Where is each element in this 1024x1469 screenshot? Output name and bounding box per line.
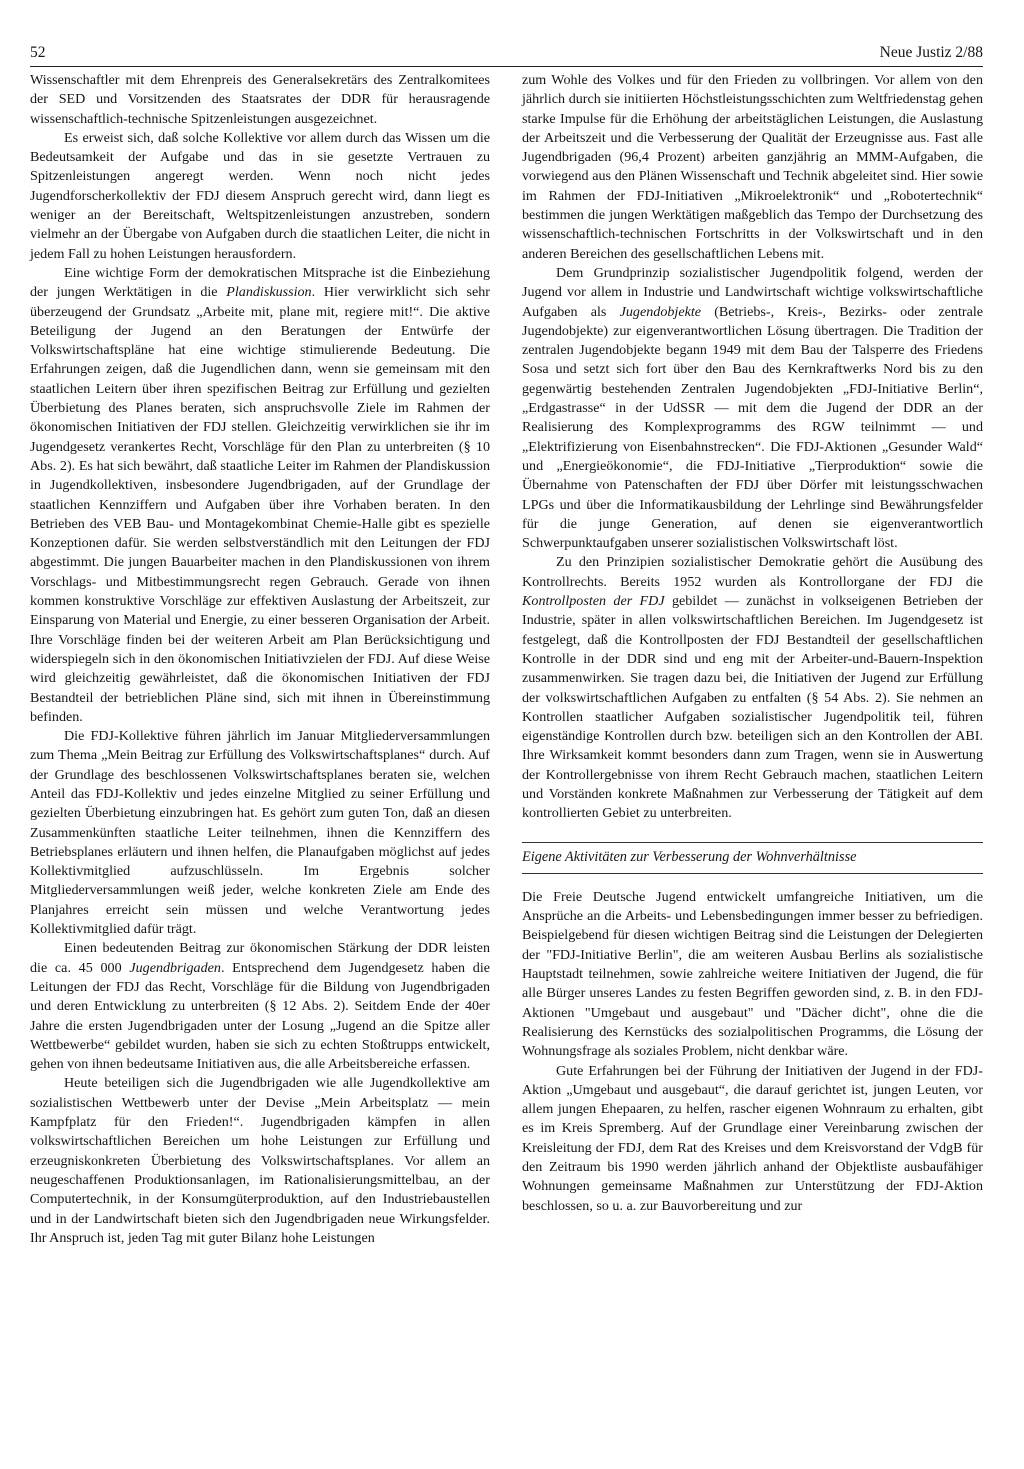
left-column	[30, 71, 490, 1248]
page-header	[30, 44, 983, 68]
emphasis: Jugendobjekte	[619, 303, 702, 320]
paragraph: Es erweist sich, daß solche Kollektive vor allem durch das Wissen um die Bedeutsamkeit der Aufgabe und das in sie gesetzte Vertrauen zu Spitzenleistungen angeregt werden. Wenn noch nicht jedes Jugendforscherkollektiv der FDJ diesem Anspruch gerecht wird, dann liegt es weniger an der Bereitschaft, Weltspitzenleistungen anzustreben, sondern vielmehr an der Übergabe von Aufgaben durch die staatlichen Leiter, die nicht in jedem Fall zu hohen Leistungen herausfordern.	[30, 129, 490, 262]
section-heading: Eigene Aktivitäten zur Verbesserung der Wohnverhältnisse	[522, 842, 983, 874]
journal-title: Neue Justiz 2/88	[879, 44, 983, 61]
emphasis: Kontrollposten der FDJ	[522, 593, 665, 610]
header-rule	[30, 66, 983, 67]
emphasis: Jugendbrigaden	[129, 959, 221, 976]
paragraph: Dem Grundprinzip sozialistischer Jugendpolitik folgend, werden der Jugend vor allem in Industrie und Landwirtschaft wichtige volkswirtschaftliche Aufgaben als Jugendobjekte (Betriebs-, Kreis-, Bezirks- oder zentrale Jugendobjekte) zur eigenverantwortlichen Lösung übertragen. Die Tradition der zentralen Jugendobjekte begann 1949 mit dem Bau der Talsperre des Friedens Sosa und setzt sich fort über den Bau des Kernkraftwerks Nord bis zu den gegenwärtig bestehenden Zentralen Jugendobjekten „FDJ-Initiative Berlin“, „Erdgastrasse“ in der UdSSR — mit dem die Jugend der DDR an der Realisierung des Komplexprogramms des RGW teilnimmt — und „Elektrifizierung von Eisenbahnstrecken“. Die FDJ-Aktionen „Gesunder Wald“ und „Energieökonomie“, die FDJ-Initiative „Tierproduktion“ sowie die Übernahme von Patenschaften der FDJ über Dörfer mit leistungsschwachen LPGs und über die Informatikausbildung der Lehrlinge sind Bewährungsfelder für die junge Generation, auf denen sie eigenverantwortlich Schwerpunktaufgaben unserer sozialistischen Volkswirtschaft löst.	[522, 264, 983, 552]
right-column	[522, 71, 983, 1216]
paragraph: Die Freie Deutsche Jugend entwickelt umfangreiche Initiativen, um die Ansprüche an die Arbeits- und Lebensbedingungen immer besser zu befriedigen. Beispielgebend für diesen wichtigen Beitrag sind die Leistungen der Delegierten der "FDJ-Initiative Berlin", die am weiteren Ausbau Berlins als sozialistische Hauptstadt teilnehmen, sowie zahlreiche weitere Initiativen der Jugend, die für alle Bürger unseres Landes zu festen Begriffen geworden sind, z. B. in den FDJ-Aktionen "Umgebaut und ausgebaut" und "Dächer dicht", ohne die die Realisierung des Kernstücks des sozialpolitischen Programms, die Lösung der Wohnungsfrage als soziales Problem, nicht denkbar wäre.	[522, 888, 983, 1060]
paragraph: Zu den Prinzipien sozialistischer Demokratie gehört die Ausübung des Kontrollrechts. Bereits 1952 wurden als Kontrollorgane der FDJ die Kontrollposten der FDJ gebildet — zunächst in volkseigenen Betrieben der Industrie, später in allen volkswirtschaftlichen Bereichen. Im Jugendgesetz ist festgelegt, daß die Kontrollposten der FDJ Bestandteil der gesellschaftlichen Kontrolle in der DDR sind und eng mit der Arbeiter-und-Bauern-Inspektion zusammenwirken. Sie tragen dazu bei, die Initiativen der Jugend zur Erfüllung der volkswirtschaftlichen Aufgaben zu entfalten (§ 54 Abs. 2). Sie nehmen an Kontrollen staatlicher Aufgaben sozialistischer Jugendpolitik teil, führen eigenständige Kontrollen durch bzw. beteiligen sich an den Kontrollen der ABI. Ihre Wirksamkeit kommt besonders dann zum Tragen, wenn sie in Auswertung der Kontrollergebnisse von ihrem Recht Gebrauch machen, staatlichen Leitern und Vorständen konkrete Maßnahmen zur Verbesserung der Tätigkeit auf dem kontrollierten Gebiet zu unterbreiten.	[522, 554, 983, 822]
emphasis: Plandiskussion	[226, 284, 312, 301]
paragraph: Heute beteiligen sich die Jugendbrigaden wie alle Jugendkollektive am sozialistischen Wettbewerb unter der Devise „Mein Arbeitsplatz — mein Kampfplatz für den Frieden!“. Jugendbrigaden kämpfen in allen volkswirtschaftlichen Bereichen um hohe Leistungen zur Erfüllung und erzeugniskonkreten Überbietung des Volkswirtschaftsplanes. Vor allem an neugeschaffenen Produktionsanlagen, im Rationalisierungsmittelbau, an der Computertechnik, in der Konsumgüterproduktion, auf den Industriebaustellen und in der Landwirtschaft bieten sich den Jugendbrigaden neue Wirkungsfelder. Ihr Anspruch ist, jeden Tag mit guter Bilanz hohe Leistungen	[30, 1075, 490, 1246]
paragraph: Einen bedeutenden Beitrag zur ökonomischen Stärkung der DDR leisten die ca. 45 000 Jugendbrigaden. Entsprechend dem Jugendgesetz haben die Leitungen der FDJ das Recht, Vorschläge für die Bildung von Jugendbrigaden und deren Entwicklung zu unterbreiten (§ 12 Abs. 2). Seitdem Ende der 40er Jahre die ersten Jugendbrigaden unter der Losung „Jugend an die Spitze aller Wettbewerbe“ gebildet wurden, haben sie sich zu echten Stoßtrupps entwickelt, gehen von ihnen bedeutsame Initiativen aus, die alle Arbeitsbereiche erfassen.	[30, 940, 490, 1073]
paragraph: Gute Erfahrungen bei der Führung der Initiativen der Jugend in der FDJ-Aktion „Umgebaut und ausgebaut“, die darauf gerichtet ist, jungen Leuten, vor allem jungen Ehepaaren, zu helfen, rascher eigenen Wohnraum zu erhalten, gibt es im Kreis Spremberg. Auf der Grundlage einer Vereinbarung zwischen der Kreisleitung der FDJ, dem Rat des Kreises und dem Kreisvorstand der VdgB für den Zeitraum bis 1990 werden jährlich anhand der Objektliste ausbaufähiger Wohnungen gemeinsame Maßnahmen zur Unterstützung der FDJ-Aktion beschlossen, so u. a. zur Bauvorbereitung und zur	[522, 1062, 983, 1214]
paragraph: Eine wichtige Form der demokratischen Mitsprache ist die Einbeziehung der jungen Werktätigen in die Plandiskussion. Hier verwirklicht sich sehr überzeugend der Grundsatz „Arbeite mit, plane mit, regiere mit!“. Die aktive Beteiligung der Jugend an den Beratungen der Entwürfe der Volkswirtschaftspläne hat eine wichtige stimulierende Bedeutung. Die Erfahrungen zeigen, daß die Jugendlichen dann, wenn sie gemeinsam mit den staatlichen Leitern über ihren spezifischen Beitrag zur Erfüllung und gezielten Überbietung des Planes beraten, sich anspruchsvolle Ziele im Rahmen der ökonomischen Initiativen der FDJ stellen. Gleichzeitig verwirklichen sie ihr im Jugendgesetz verankertes Recht, Vorschläge für den Plan zu unterbreiten (§ 10 Abs. 2). Es hat sich bewährt, daß staatliche Leiter im Rahmen der Plandiskussion in Jugendkollektiven, insbesondere Jugendbrigaden, auf der Grundlage der staatlichen Kennziffern und Aufgaben über ihre Vorhaben beraten. In den Betrieben des VEB Bau- und Montagekombinat Chemie-Halle gibt es spezielle Konzeptionen dafür. Sie werden selbstverständlich mit den Leitungen der FDJ abgestimmt. Die jungen Bauarbeiter machen in den Plandiskussionen von ihrem Vorschlags- und Mitbestimmungsrecht regen Gebrauch. Gerade von ihnen kommen konstruktive Vorschläge zur effektiven Auslastung der Arbeitszeit, zur Einsparung von Material und Energie, zu einer besseren Organisation der Arbeit. Ihre Vorschläge finden bei der weiteren Arbeit am Plan Berücksichtigung und widerspiegeln sich in den ökonomischen Initiativzielen der FDJ. Auf diese Weise wird gleichzeitig gewährleistet, daß die ökonomischen Initiativen der FDJ Bestandteil der betrieblichen Pläne sind, sich mit ihnen in Übereinstimmung befinden.	[30, 264, 490, 725]
page-number: 52	[30, 44, 46, 61]
paragraph: zum Wohle des Volkes und für den Frieden zu vollbringen. Vor allem von den jährlich durch sie initiierten Höchstleistungsschichten zum Weltfriedenstag gehen starke Impulse für die Erhöhung der arbeitstäglichen Leistungen, die Auslastung der Arbeitszeit und die Verbesserung der Qualität der Erzeugnisse aus. Fast alle Jugendbrigaden (96,4 Prozent) arbeiten ganzjährig an MMM-Aufgaben, die vorwiegend aus den Plänen Wissenschaft und Technik abgeleitet sind. Hier sowie im Rahmen der FDJ-Initiativen „Mikroelektronik“ und „Robotertechnik“ bestimmen die jungen Werktätigen maßgeblich das Tempo der Durchsetzung des wissenschaftlich-technischen Fortschritts in der Volkswirtschaft und in den anderen Bereichen des gesellschaftlichen Lebens mit.	[522, 72, 983, 262]
paragraph: Wissenschaftler mit dem Ehrenpreis des Generalsekretärs des Zentralkomitees der SED und Vorsitzenden des Staatsrates der DDR für herausragende wissenschaftlich-technische Spitzenleistungen ausgezeichnet.	[30, 72, 490, 127]
paragraph: Die FDJ-Kollektive führen jährlich im Januar Mitgliederversammlungen zum Thema „Mein Beitrag zur Erfüllung des Volkswirtschaftsplanes“ durch. Auf der Grundlage des beschlossenen Volkswirtschaftsplanes beraten sie, welchen Anteil das FDJ-Kollektiv und jedes einzelne Mitglied zu seiner Erfüllung und gezielten Überbietung einzubringen hat. Es gehört zum guten Ton, daß an diesen Zusammenkünften staatliche Leiter teilnehmen, ihnen die Kennziffern des Betriebsplanes erläutern und ihnen helfen, die Planaufgaben möglichst auf jedes Kollektivmitglied aufzuschlüsseln. Im Ergebnis solcher Mitgliederversammlungen weiß jeder, welche konkreten Ziele am Ende des Planjahres erreicht sein müssen und welche Verantwortung jedes Kollektivmitglied dafür trägt.	[30, 728, 490, 938]
